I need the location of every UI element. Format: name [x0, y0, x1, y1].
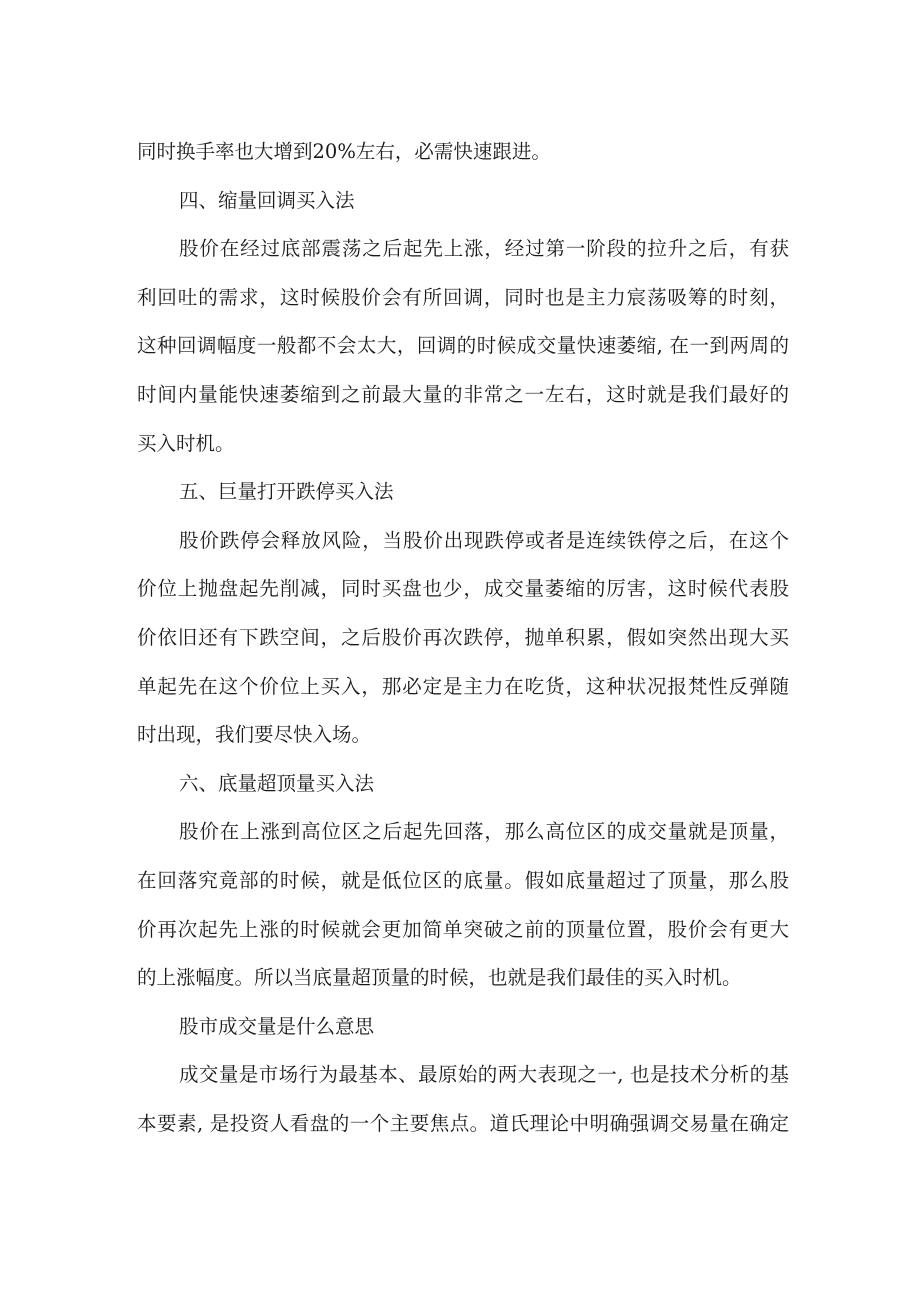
paragraph-line: 股价在上涨到高位区之后起先回落，那么高位区的成交量就是顶量， [179, 820, 789, 844]
paragraph-line: 在回落究竟部的时候，就是低位区的底量。假如底量超过了顶量，那么股 [137, 868, 789, 892]
paragraph-line: 价再次起先上涨的时候就会更加简单突破之前的顶量位置，股价会有更大 [137, 917, 789, 941]
paragraph-line: 这种回调幅度一般都不会太大，回调的时候成交量快速萎缩, 在一到两周的 [137, 334, 789, 358]
paragraph-line: 买入时机。 [137, 431, 235, 455]
section-heading-4: 四、缩量回调买入法 [179, 188, 355, 212]
document-body [137, 128, 789, 1148]
paragraph-line: 本要素, 是投资人看盘的一个主要焦点。道氏理论中明确强调交易量在确定 [137, 1111, 789, 1135]
section-heading-6: 六、底量超顶量买入法 [179, 771, 375, 795]
section-heading-volume: 股市成交量是什么意思 [179, 1014, 375, 1038]
paragraph-line: 利回吐的需求，这时候股价会有所回调，同时也是主力宸荡吸筹的时刻， [137, 285, 789, 309]
paragraph-line: 价依旧还有下跌空间，之后股价再次跌停，抛单积累，假如突然出现大买 [137, 625, 789, 649]
paragraph-line: 价位上抛盘起先削减，同时买盘也少，成交量萎缩的厉害，这时候代表股 [137, 577, 789, 601]
paragraph-line: 股价在经过底部震荡之后起先上涨，经过第一阶段的拉升之后，有获 [179, 237, 789, 261]
paragraph-tail-line: 同时换手率也大增到20%左右，必需快速跟进。 [137, 140, 551, 163]
paragraph-line: 时出现，我们要尽快入场。 [137, 723, 372, 747]
paragraph-line: 成交量是市场行为最基本、最原始的两大表现之一, 也是技术分析的基 [179, 1063, 789, 1087]
paragraph-line: 股价跌停会释放风险，当股价出现跌停或者是连续铁停之后，在这个 [179, 528, 789, 552]
paragraph-line: 单起先在这个价位上买入，那必定是主力在吃货，这种状况报梵性反弹随 [137, 674, 789, 698]
paragraph-line: 时间内量能快速萎缩到之前最大量的非常之一左右，这时就是我们最好的 [137, 382, 789, 406]
section-heading-5: 五、巨量打开跌停买入法 [179, 480, 394, 504]
paragraph-line: 的上涨幅度。所以当底量超顶量的时候，也就是我们最佳的买入时机。 [137, 966, 742, 990]
